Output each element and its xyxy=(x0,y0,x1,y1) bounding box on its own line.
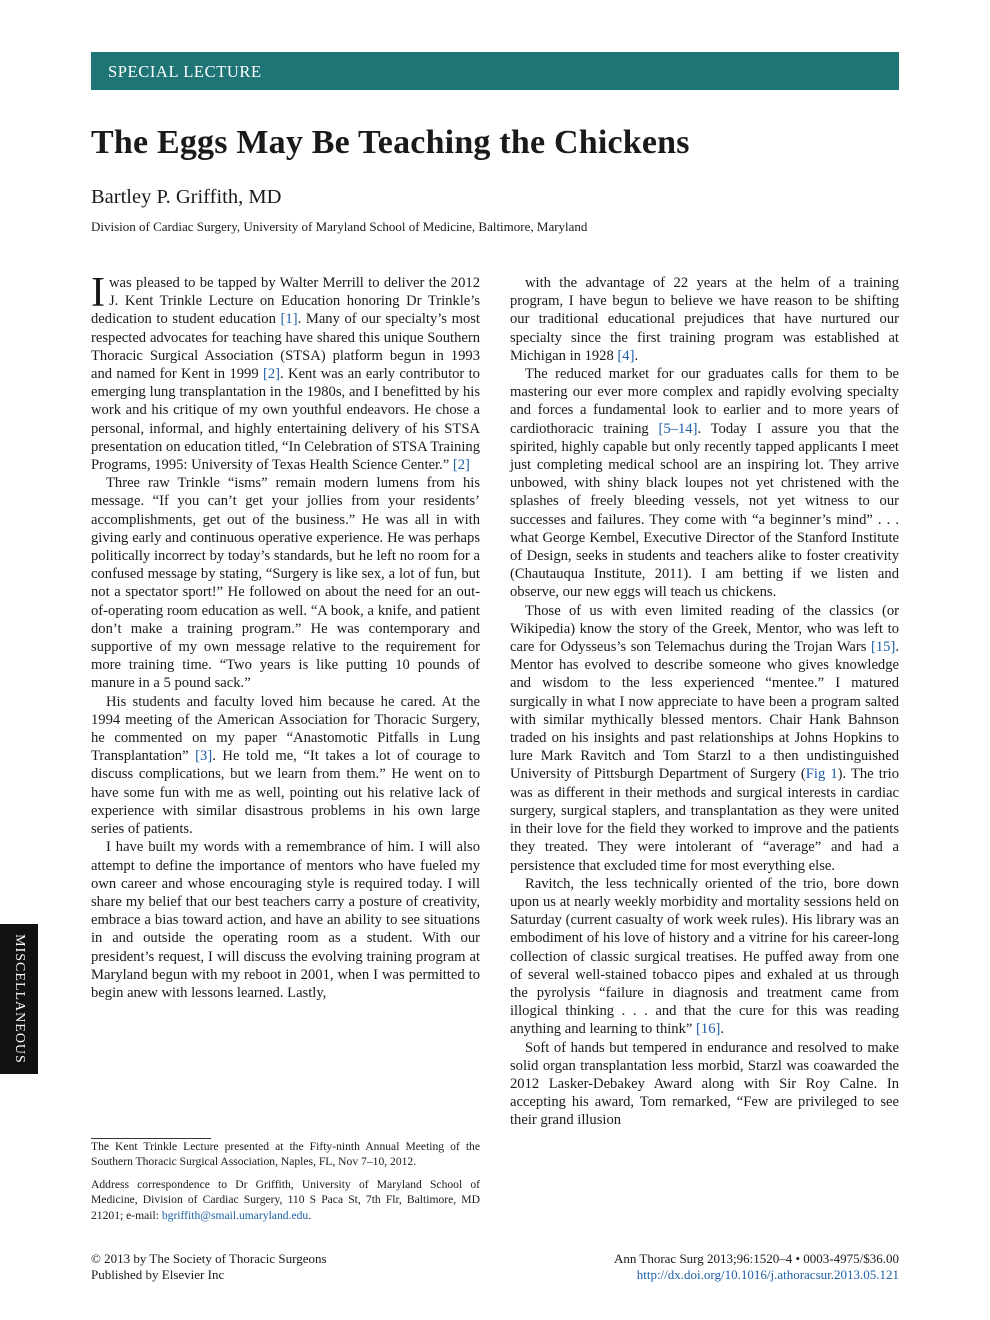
reference-link[interactable]: [4] xyxy=(617,347,635,364)
body-text: . Mentor has evolved to describe someone who gives knowledge and wisdom to the less experienced “mentee.” I matured surgically in what I now appreciate to have been a program salted with similar mythically blessed mentors. Chair Hank Bahnson traded on his insights and past relationships at Johns Hopkins to lure Mark Ravitch and Tom Starzl to a then undistinguished University of Pittsburgh Department of Surgery ( xyxy=(510,639,899,783)
publisher-line: Published by Elsevier Inc xyxy=(91,1266,225,1282)
section-banner xyxy=(91,52,899,90)
section-label: SPECIAL LECTURE xyxy=(108,62,262,81)
article-title: The Eggs May Be Teaching the Chickens xyxy=(91,124,690,161)
body-column-right xyxy=(510,274,899,1130)
body-text: I have built my words with a remembrance of him. I will also attempt to define the importance of mentors who have fueled my own career and whose encouraging style is required today. I will share my belief that our best teachers carry a posture of creativity, embrace a bias toward action, and have an ability to see situations in and outside the operating room as a student. With our president’s request, I will discuss the evolving training program at Maryland begun with my reboot in 2001, when I was permitted to begin anew with lessons learned. Lastly, xyxy=(91,839,480,1001)
body-paragraph xyxy=(91,270,480,474)
side-tab-label: MISCELLANEOUS xyxy=(12,934,27,1064)
body-paragraph xyxy=(91,838,480,1002)
body-paragraph xyxy=(510,274,899,365)
body-text: . xyxy=(634,347,639,364)
body-text: with the advantage of 22 years at the helm of a training program, I have begun to believe we have reason to be shifting our traditional educational prejudices that have nurtured our specialty since the first training program was established at Michigan in 1928 xyxy=(510,275,899,364)
body-paragraph xyxy=(510,365,899,602)
correspondence-footnote xyxy=(91,1177,480,1223)
body-text: Soft of hands but tempered in endurance and resolved to make solid organ transplantation less morbid, Starzl was coawarded the 2012 Lasker-Debakey Award along with Sir Roy Calne. In accepting his award, Tom remarked, “Few are privileged to see their grand illusion xyxy=(510,1039,899,1129)
reference-link[interactable]: [3] xyxy=(195,748,213,765)
doi-link[interactable]: http://dx.doi.org/10.1016/j.athoracsur.2013.05.121 xyxy=(636,1266,899,1282)
reference-link[interactable]: [5–14] xyxy=(658,420,698,437)
body-text: The reduced market for our graduates calls for them to be mastering our ever more complex and rapidly evolving specialty and forces a fundamental look to earlier and to more years of cardiothoracic training xyxy=(510,366,899,437)
drop-cap: I xyxy=(91,270,105,316)
lecture-footnote: The Kent Trinkle Lecture presented at the Fifty-ninth Annual Meeting of the Southern Thoracic Surgical Association, Naples, FL, Nov 7–10, 2012. xyxy=(91,1140,480,1169)
reference-link[interactable]: [15] xyxy=(871,639,896,656)
body-paragraph xyxy=(91,474,480,692)
article-author: Bartley P. Griffith, MD xyxy=(91,186,282,208)
reference-link[interactable]: [2] xyxy=(263,366,281,383)
correspondence-end: . xyxy=(308,1208,312,1222)
footer-citation-info xyxy=(614,1251,899,1282)
author-email-link[interactable]: bgriffith@smail.umaryland.edu xyxy=(161,1208,309,1222)
body-text: Ravitch, the less technically oriented of the trio, bore down upon us at nearly weekly morbidity and mortality sessions held on Saturday (current casualty of work week rules). His library was an embodiment of his love of history and a vitrine for his career-long collection of classic surgical treatises. He puffed away from one of several well-stained tobacco pipes and exhaled at us through the pyrolysis “failure in diagnosis and treatment came from illogical thinking . . . and that the cure for this was reading anything and learning to think” xyxy=(510,875,899,1038)
body-paragraph xyxy=(91,693,480,839)
reference-link[interactable]: [1] xyxy=(280,311,298,328)
body-text: . Many of our specialty’s most respected advocates for teaching have shared this unique Southern Thoracic Surgical Association (STSA) platform begun in 1993 and named for Kent in 1999 xyxy=(91,311,480,383)
author-affiliation: Division of Cardiac Surgery, University of Maryland School of Medicine, Baltimore, Maryland xyxy=(91,219,588,234)
body-text: Those of us with even limited reading of the classics (or Wikipedia) know the story of the Greek, Mentor, who was left to care for Odysseus’s son Telemachus during the Trojan Wars xyxy=(510,602,899,656)
body-paragraph xyxy=(510,1039,899,1130)
body-text: . xyxy=(720,1021,725,1038)
copyright-line: © 2013 by The Society of Thoracic Surgeons xyxy=(91,1251,327,1266)
footer-publisher-info xyxy=(91,1251,327,1282)
reference-link[interactable]: Fig 1 xyxy=(805,766,838,783)
side-section-tab xyxy=(0,924,38,1074)
body-text: . Today I assure you that the spirited, highly capable but only recently tapped applicants I meet just completing medical school are an inspiring lot. They arrive unbowed, with shiny black loupes not yet christened with the splashes of freely bleeding vessels, not yet witness to our successes and failures. They come with “a beginner’s mind” . . . what George Kembel, Executive Director of the Stanford Institute of Design, seeks in students and teachers alike to foster creativity (Chautauqua Institute, 2011). I am betting if we listen and observe, our new eggs will teach us chickens. xyxy=(510,420,899,601)
body-paragraph xyxy=(510,875,899,1039)
body-text: was pleased to be tapped by Walter Merrill to deliver the 2012 J. Kent Trinkle Lecture on Education honoring Dr Trinkle’s dedication to student education xyxy=(91,275,480,328)
body-column-left xyxy=(91,270,480,1002)
body-paragraph xyxy=(510,602,899,875)
body-text: His students and faculty loved him because he cared. At the 1994 meeting of the American Association for Thoracic Surgery, he commented on my paper “Anastomotic Pitfalls in Lung Transplantation” xyxy=(91,693,480,765)
correspondence-text: Address correspondence to Dr Griffith, University of Maryland School of Medicine, Division of Cardiac Surgery, 110 S Paca St, 7th Flr, Baltimore, MD 21201; e-mail: xyxy=(91,1178,480,1222)
citation-line: Ann Thorac Surg 2013;96:1520–4 • 0003-4975/$36.00 xyxy=(613,1251,899,1266)
body-text: . Kent was an early contributor to emerging lung transplantation in the 1980s, and I benefitted by his work and his critique of my own youthful endeavors. He chose a personal, informal, and highly entertaining delivery of his STSA presentation on education titled, “In Celebration of STSA Training Programs, 1995: University of Texas Health Science Center.” xyxy=(91,366,480,474)
body-text: . He told me, “It takes a lot of courage to discuss complications, but we learn from them.” He went on to have some fun with me as well, pointing out his relative lack of experience with similar disastrous problems in his own large series of patients. xyxy=(91,748,480,838)
body-text: Three raw Trinkle “isms” remain modern lumens from his message. “If you can’t get your jollies from your residents’ accomplishments, get out of the business.” He was all in with giving early and continuous operative experience. He was perhaps politically incorrect by today’s standards, but he left no room for a confused message by stating, “Surgery is like sex, a lot of fun, but not a spectator sport!” He followed on about the need for an out-of-operating room education as well. “A book, a knife, and patient don’t make a training program.” He was contemporary and supportive of my own message relative to the requirement for more training time. “Two years is like putting 10 pounds of manure in a 5 pound sack.” xyxy=(91,475,480,692)
body-text: ). The trio was as different in their methods and surgical interests in cardiac surgery, surgical staplers, and transplantation as they were united in their love for the field they worked to improve and the patients they treated. They were intolerant of “average” and had a persistence that excluded time for most everything else. xyxy=(510,766,899,874)
reference-link[interactable]: [16] xyxy=(696,1021,721,1038)
reference-link[interactable]: [2] xyxy=(452,457,470,474)
